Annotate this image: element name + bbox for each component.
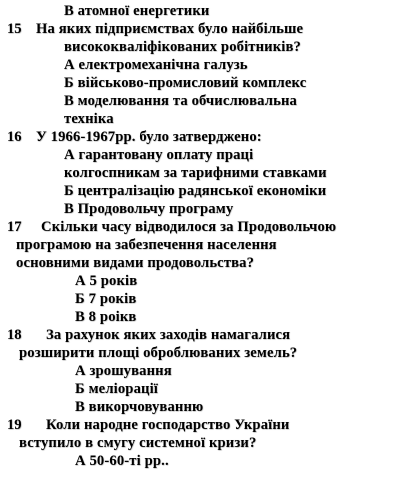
question-17-option-b: Б 7 років <box>75 291 137 307</box>
question-15-option-a: А електромеханічна галузь <box>64 57 248 73</box>
question-16-option-b: Б централізацію радянської економіки <box>64 183 327 199</box>
question-17-option-a: А 5 років <box>75 273 138 289</box>
question-15-text-line2: висококваліфікованих робітників? <box>64 39 301 55</box>
question-18-text-line1: За рахунок яких заходів намагалися <box>46 327 291 343</box>
question-17-number: 17 <box>7 219 22 235</box>
question-15-option-b: Б військово-промисловий комплекс <box>64 75 307 91</box>
question-18-number: 18 <box>7 327 22 343</box>
question-19-option-a: А 50-60-ті рр.. <box>75 453 169 469</box>
question-18-option-b: Б меліорації <box>75 381 158 397</box>
question-17-text-line1: Скільки часу відводилося за Продовольчою <box>41 219 337 235</box>
question-17-text-line2: програмою на забезпечення населення <box>16 237 277 253</box>
question-19-number: 19 <box>7 417 22 433</box>
question-16-number: 16 <box>7 129 22 145</box>
question-18-option-a: А зрошування <box>75 363 172 379</box>
question-16-option-v: В Продовольчу програму <box>64 201 234 217</box>
question-18-option-v: В викорчовуванню <box>75 399 204 415</box>
question-15-option-v-line2: техніка <box>64 111 114 127</box>
question-19-text-line2: вступило в смугу системної кризи? <box>19 435 257 451</box>
question-15-number: 15 <box>7 21 22 37</box>
question-18-text-line2: розширити площі оброблюваних земель? <box>19 345 298 361</box>
question-16-option-a-line1: А гарантовану оплату праці <box>64 147 254 163</box>
question-15-option-v-line1: В моделювання та обчислювальна <box>64 93 297 109</box>
question-15-text-line1: На яких підприємствах було найбільше <box>36 21 304 37</box>
question-19-text-line1: Коли народне господарство України <box>46 417 290 433</box>
question-16-option-a-line2: колгоспникам за тарифними ставками <box>64 165 327 181</box>
question-17-text-line3: основними видами продовольства? <box>16 255 255 271</box>
question-16-text: У 1966-1967рр. було затверджено: <box>36 129 262 145</box>
prev-question-option-v: В атомної енергетики <box>64 3 210 19</box>
question-17-option-v: В 8 роікв <box>75 309 137 325</box>
